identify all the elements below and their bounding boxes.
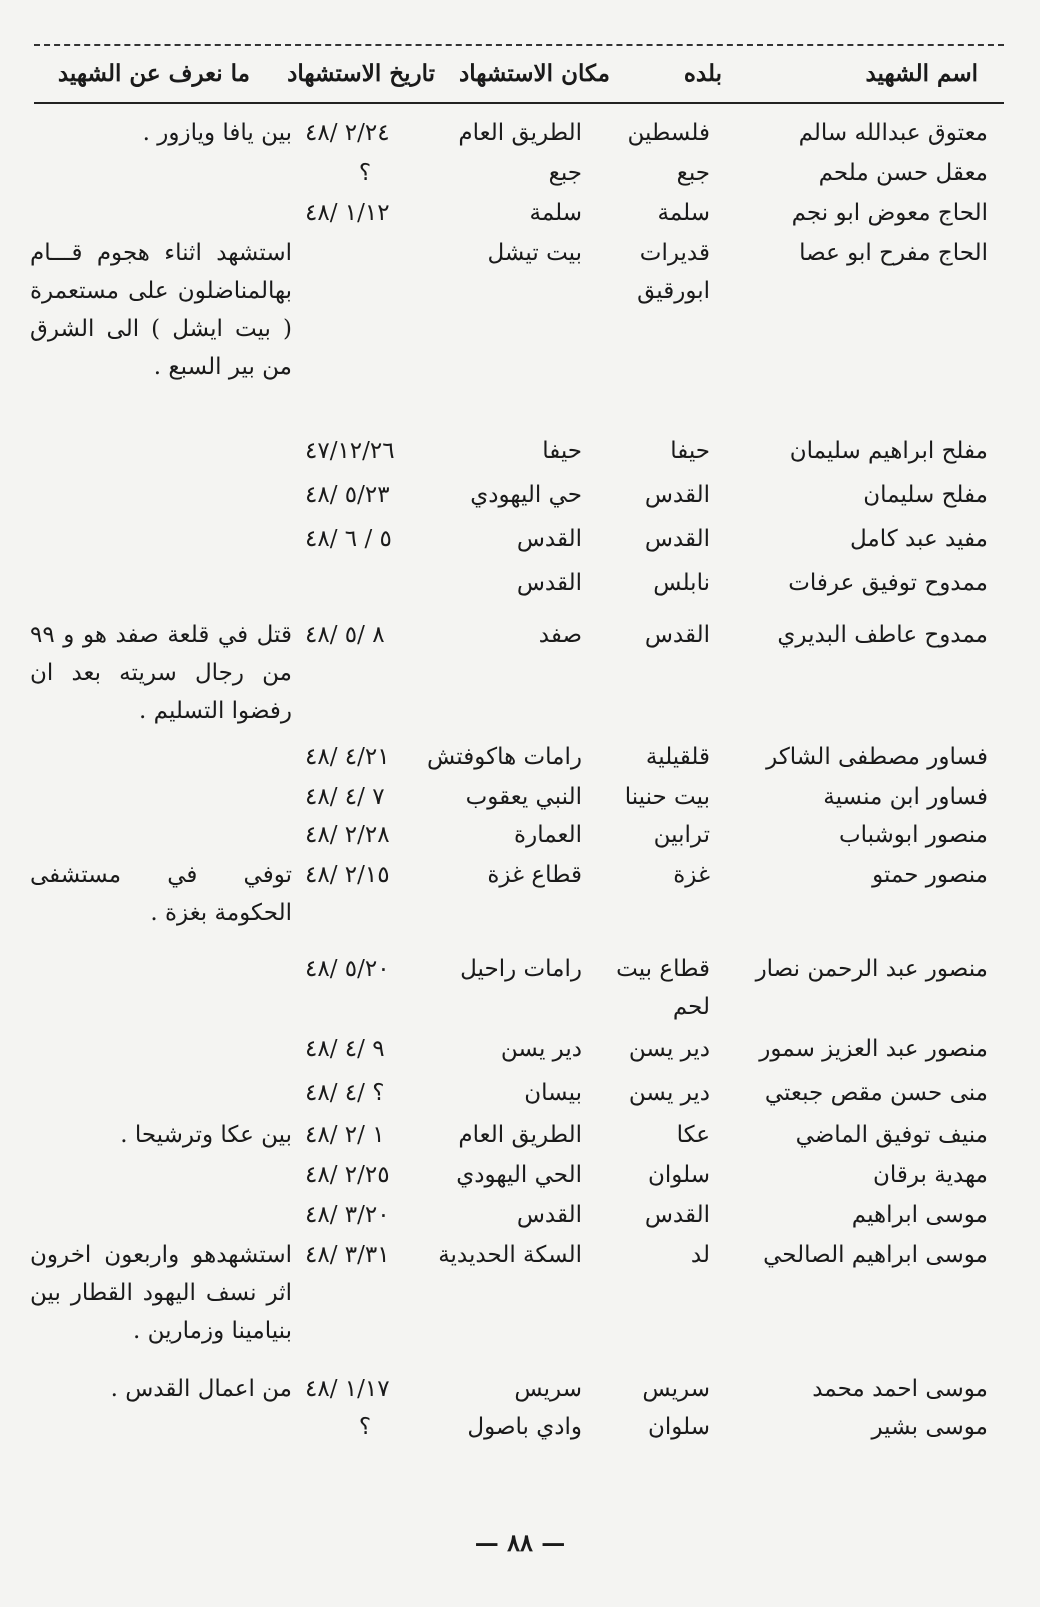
martyr-note: بين يافا ويازور .: [142, 120, 292, 146]
martyr-name: مفلح ابراهيم سليمان: [789, 438, 988, 464]
martyr-date: ٧ /٤ /٤٨: [305, 784, 385, 810]
martyr-name: معقل حسن ملحم: [818, 160, 988, 186]
martyr-place: القدس: [516, 526, 582, 552]
martyr-place: حي اليهودي: [470, 482, 582, 508]
martyr-town: دير يسن: [628, 1080, 710, 1106]
martyr-date: ٣/٢٠ /٤٨: [305, 1202, 390, 1228]
martyr-date: ١/١٢ /٤٨: [305, 200, 390, 226]
martyr-place: النبي يعقوب: [465, 784, 582, 810]
header-underline: [34, 102, 1004, 104]
header-date: تاريخ الاستشهاد: [287, 60, 435, 87]
header-place: مكان الاستشهاد: [458, 60, 610, 87]
martyr-town: غزة: [673, 862, 710, 888]
martyr-date: ٩ /٤ /٤٨: [305, 1036, 385, 1062]
martyr-place: بيسان: [524, 1080, 582, 1106]
martyr-note: استشهدهو واربعون اخرون اثر نسف اليهود القطار بين بنيامينا وزمارين .: [30, 1242, 292, 1344]
martyr-town: سلوان: [647, 1414, 710, 1440]
martyr-town: ترابين: [653, 822, 710, 848]
martyr-place: قطاع غزة: [487, 862, 582, 888]
martyr-town: بيت حنينا: [624, 784, 710, 810]
martyr-date: ؟: [358, 160, 372, 186]
martyr-place: العمارة: [514, 822, 582, 848]
martyr-place: سريس: [514, 1376, 582, 1402]
martyr-place: سلمة: [529, 200, 582, 226]
martyr-place: بيت تيشل: [487, 240, 582, 266]
martyr-town: القدس: [644, 1202, 710, 1228]
martyr-town: فلسطين: [627, 120, 710, 146]
martyr-note: قتل في قلعة صفد هو و ٩٩ من رجال سريته بعد ان رفضوا التسليم .: [30, 622, 292, 724]
martyr-date: ٢/١٥ /٤٨: [305, 862, 390, 888]
martyr-date: ؟ /٤ /٤٨: [305, 1080, 385, 1106]
martyr-town: القدس: [644, 482, 710, 508]
martyr-name: منصور عبد العزيز سمور: [759, 1036, 988, 1062]
martyr-place: القدس: [516, 1202, 582, 1228]
martyr-town: قلقيلية: [645, 744, 710, 770]
martyr-date: ؟: [358, 1414, 372, 1440]
martyr-town: عكا: [676, 1122, 710, 1148]
martyr-town: نابلس: [653, 570, 710, 596]
header-town: بلده: [683, 60, 722, 87]
martyr-place: الطريق العام: [458, 1122, 582, 1148]
martyr-place: رامات راحيل: [460, 956, 582, 982]
martyr-date: ٤/٢١ /٤٨: [305, 744, 390, 770]
martyr-place: صفد: [538, 622, 582, 648]
martyr-place: القدس: [516, 570, 582, 596]
martyr-town: دير يسن: [628, 1036, 710, 1062]
martyr-date: ٢/٢٨ /٤٨: [305, 822, 390, 848]
table-header: [0, 54, 1040, 106]
martyr-name: معتوق عبدالله سالم: [798, 120, 988, 146]
martyr-name: موسى بشير: [871, 1414, 988, 1440]
martyr-town: جبع: [676, 160, 710, 186]
martyr-name: مفلح سليمان: [863, 482, 988, 508]
header-name: اسم الشهيد: [865, 60, 978, 87]
martyr-name: الحاج معوض ابو نجم: [791, 200, 988, 226]
martyr-town: حيفا: [670, 438, 710, 464]
martyr-name: موسى ابراهيم: [851, 1202, 988, 1228]
martyr-town: القدس: [644, 622, 710, 648]
martyr-date: ٢/٢٤ /٤٨: [305, 120, 390, 146]
top-divider: [34, 44, 1004, 46]
martyr-name: موسى ابراهيم الصالحي: [763, 1242, 988, 1268]
martyr-date: ٣/٣١ /٤٨: [305, 1242, 390, 1268]
martyr-place: جبع: [548, 160, 582, 186]
martyr-date: ٥/٢٣ /٤٨: [305, 482, 390, 508]
martyr-town: القدس: [644, 526, 710, 552]
martyr-date: ١/١٧ /٤٨: [305, 1376, 390, 1402]
martyr-date: ١ /٢ /٤٨: [305, 1122, 385, 1148]
martyr-place: الطريق العام: [458, 120, 582, 146]
martyr-town: قطاع بيت لحم: [616, 956, 710, 1020]
martyr-name: منى حسن مقص جبعتي: [764, 1080, 988, 1106]
martyr-date: ٢/٢٥ /٤٨: [305, 1162, 390, 1188]
martyr-date: ٤٧/١٢/٢٦: [305, 438, 395, 464]
martyr-note: من اعمال القدس .: [110, 1376, 292, 1402]
martyr-date: ٥ / ٦ /٤٨: [305, 526, 392, 552]
martyr-note: استشهد اثناء هجوم قـــام بهالمناضلون على مستعمرة ( بيت ايشل ) الى الشرق من بير السبع .: [30, 240, 292, 380]
martyr-date: ٥/٢٠ /٤٨: [305, 956, 390, 982]
martyr-name: منصور ابوشباب: [838, 822, 988, 848]
martyr-name: مفيد عبد كامل: [849, 526, 988, 552]
page-number: — ٨٨ —: [474, 1528, 566, 1557]
martyr-place: دير يسن: [500, 1036, 582, 1062]
martyr-date: ٨ /٥ /٤٨: [305, 622, 385, 648]
martyr-town: قديرات ابورقيق: [637, 240, 710, 304]
martyr-name: فساور ابن منسية: [823, 784, 988, 810]
martyr-name: ممدوح توفيق عرفات: [788, 570, 988, 596]
martyr-town: سلوان: [647, 1162, 710, 1188]
martyr-name: منصور حمتو: [872, 862, 988, 888]
martyr-name: الحاج مفرح ابو عصا: [799, 240, 988, 266]
martyr-note: توفي في مستشفى الحكومة بغزة .: [30, 862, 292, 926]
martyr-town: سلمة: [657, 200, 710, 226]
martyr-name: ممدوح عاطف البديري: [777, 622, 988, 648]
martyr-name: منيف توفيق الماضي: [795, 1122, 988, 1148]
martyr-town: سريس: [642, 1376, 710, 1402]
martyr-place: حيفا: [542, 438, 582, 464]
martyr-name: منصور عبد الرحمن نصار: [755, 956, 988, 982]
martyr-name: فساور مصطفى الشاكر: [766, 744, 988, 770]
header-note: ما نعرف عن الشهيد: [57, 60, 250, 87]
martyr-note: بين عكا وترشيحا .: [120, 1122, 292, 1148]
martyr-place: السكة الحديدية: [438, 1242, 582, 1268]
martyr-name: مهدية برقان: [872, 1162, 988, 1188]
martyr-place: وادي باصول: [467, 1414, 582, 1440]
martyr-place: رامات هاكوفتش: [426, 744, 582, 770]
martyr-place: الحي اليهودي: [456, 1162, 582, 1188]
martyr-name: موسى احمد محمد: [812, 1376, 988, 1402]
martyr-town: لد: [690, 1242, 710, 1268]
